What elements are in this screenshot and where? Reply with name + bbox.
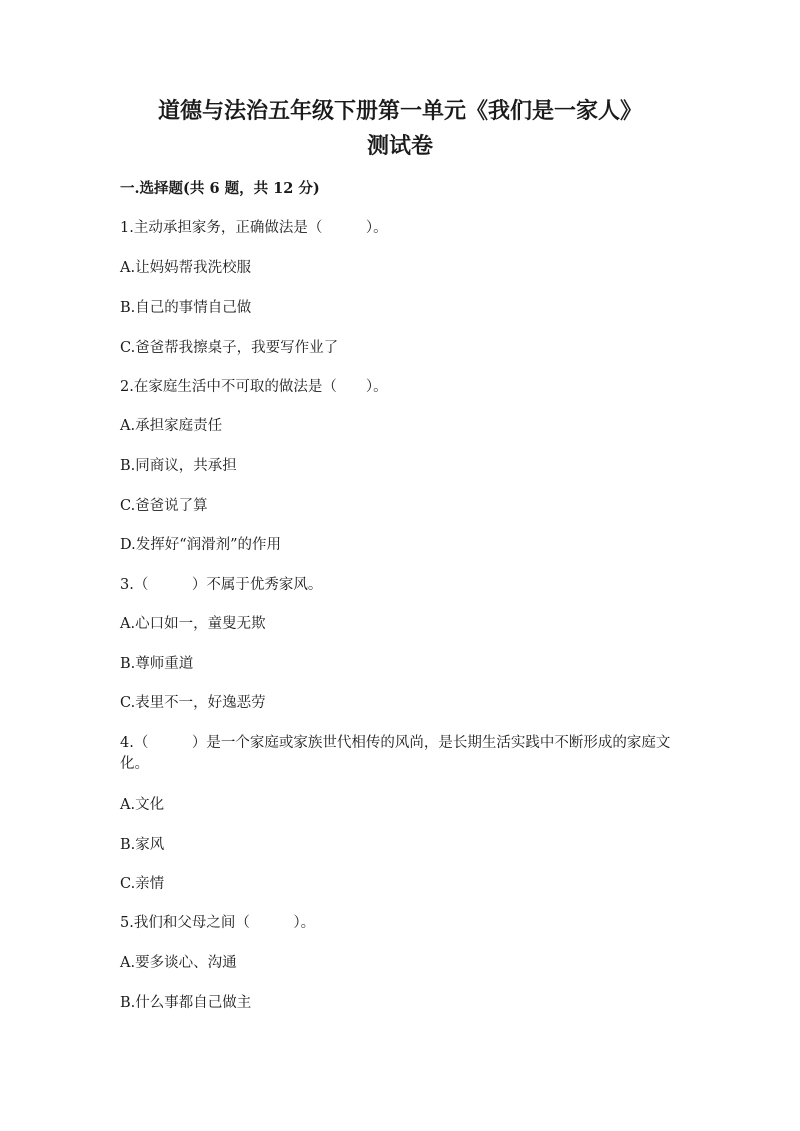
answer-option: B.什么事都自己做主 — [120, 995, 252, 1011]
question-stem: 1.主动承担家务，正确做法是（ ）。 — [120, 220, 388, 236]
section-heading: 一.选择题(共 6 题，共 12 分) — [120, 180, 320, 197]
question-stem: 5.我们和父母之间（ ）。 — [120, 915, 316, 931]
question-stem: 2.在家庭生活中不可取的做法是（ ）。 — [120, 379, 388, 395]
answer-option: A.心口如一，童叟无欺 — [120, 616, 266, 632]
question-stem: 3.（ ）不属于优秀家风。 — [120, 577, 323, 593]
page-title: 道德与法治五年级下册第一单元《我们是一家人》 — [157, 98, 642, 124]
answer-option: B.家风 — [120, 837, 165, 853]
answer-option: C.爸爸说了算 — [120, 498, 208, 514]
answer-option: B.自己的事情自己做 — [120, 300, 252, 316]
answer-option: D.发挥好“润滑剂”的作用 — [120, 537, 282, 553]
question-stem: 4.（ ）是一个家庭或家族世代相传的风尚，是长期生活实践中不断形成的家庭文化。 — [120, 735, 671, 772]
page-subtitle: 测试卷 — [366, 133, 433, 159]
answer-option: A.文化 — [120, 797, 165, 813]
answer-option: A.让妈妈帮我洗校服 — [120, 260, 252, 276]
answer-option: C.亲情 — [120, 876, 165, 892]
answer-option: A.要多谈心、沟通 — [120, 955, 237, 971]
answer-option: C.表里不一，好逸恶劳 — [120, 695, 266, 711]
answer-option: C.爸爸帮我擦桌子，我要写作业了 — [120, 340, 339, 356]
answer-option: B.尊师重道 — [120, 656, 194, 672]
answer-option: B.同商议，共承担 — [120, 458, 237, 474]
answer-option: A.承担家庭责任 — [120, 418, 223, 434]
